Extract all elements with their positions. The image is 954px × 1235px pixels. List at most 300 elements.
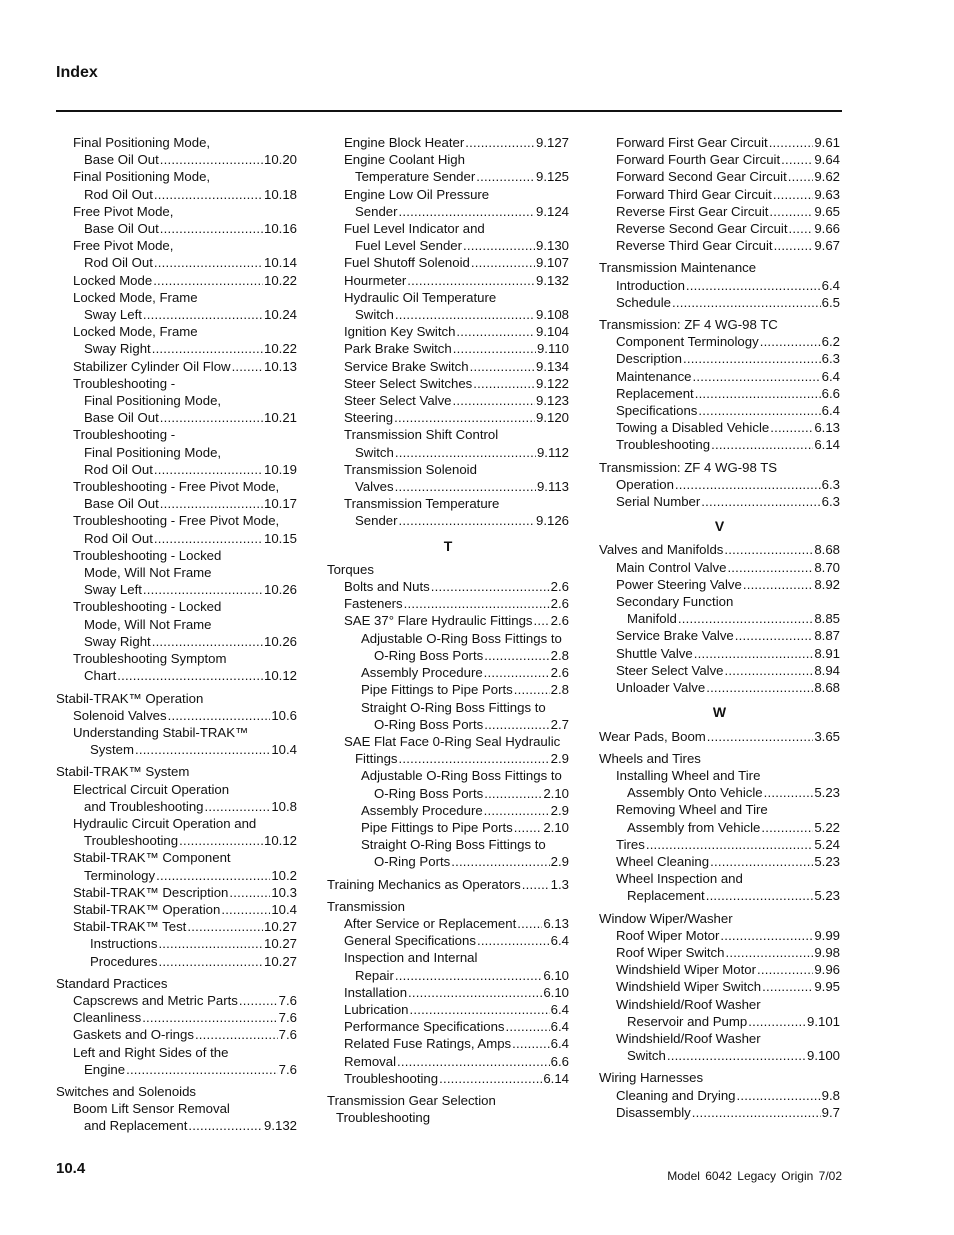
index-entry-label: Transmission: ZF 4 WG-98 TC [599,317,778,333]
index-entry-label: Wheel Inspection and [616,871,743,887]
index-entry-label: O-Ring Boss Ports [374,647,484,663]
index-entry [327,819,569,836]
index-entry-page: 10.16 [263,221,297,237]
index-entry [327,595,569,612]
index-entry-page: 9.120 [535,410,569,426]
index-entry-label: Maintenance [616,368,692,384]
index-entry [327,664,569,681]
index-entry-label: Tires [616,836,645,852]
index-entry-label: SAE Flat Face 0-Ring Seal Hydraulic [344,733,561,749]
index-entry [56,340,297,357]
index-entry-page: 5.23 [814,888,840,904]
dot-leader [408,984,542,1001]
dot-leader [160,409,263,426]
index-entry-label: Schedule [616,294,671,310]
index-entry [56,237,297,254]
dot-leader [762,978,813,995]
dot-leader [399,203,535,220]
index-entry-page: 9.112 [536,444,569,460]
index-entry-label: Transmission Temperature [344,496,500,512]
index-entry [599,259,840,276]
dot-leader [152,633,263,650]
index-entry-page: 6.4 [550,1036,569,1052]
index-entry-page: 2.9 [550,751,569,767]
dot-leader [506,1018,550,1035]
dot-leader [727,559,813,576]
index-entry-label: Rod Oil Out [84,186,153,202]
index-entry [56,220,297,237]
index-entry-label: Performance Specifications [344,1019,505,1035]
index-entry-label: Locked Mode [73,272,153,288]
index-entry-page: 9.99 [814,927,840,943]
index-entry [599,1013,840,1030]
dot-leader [195,1026,278,1043]
index-entry [599,168,840,185]
index-entry-label: Fuel Level Sender [355,238,463,254]
index-entry [56,426,297,443]
index-entry [56,798,297,815]
index-entry-page: 9.130 [535,238,569,254]
index-entry-page: 6.4 [550,1019,569,1035]
index-entry-label: Manifold [627,611,677,627]
index-entry-label: Troubleshooting - Locked [73,599,222,615]
index-entry-label: Operation [616,476,674,492]
index-entry-label: Straight O-Ring Boss Fittings to [361,837,546,853]
dot-leader [706,887,814,904]
index-entry-page: 2.10 [543,819,569,835]
dot-leader [232,358,263,375]
dot-leader [725,662,814,679]
index-entry-label: Base Oil Out [84,496,159,512]
index-entry-label: Stabil-TRAK™ Operation [56,690,204,706]
index-entry-label: Serial Number [616,494,701,510]
index-entry-label: Main Control Valve [616,559,727,575]
index-entry [599,436,840,453]
dot-leader [154,461,263,478]
dot-leader [743,576,813,593]
dot-leader [484,802,550,819]
index-entry [327,949,569,966]
index-entry-page: 9.96 [814,962,840,978]
index-entry [599,294,840,311]
dot-leader [143,306,263,323]
index-entry [599,728,840,745]
index-entry [599,679,840,696]
dot-leader [757,961,813,978]
index-entry [56,690,297,707]
index-entry-label: O-Ring Ports [374,854,451,870]
dot-leader [179,832,263,849]
dot-leader [135,741,270,758]
dot-leader [514,819,543,836]
index-entry-label: Stabil-TRAK™ Test [73,919,187,935]
dot-leader [706,679,813,696]
index-entry-label: Troubleshooting - Free Pivot Mode, [73,513,280,529]
index-entry [327,647,569,664]
index-entry [56,815,297,832]
index-entry-page: 9.98 [814,944,840,960]
dot-leader [142,1009,277,1026]
index-entry-page: 9.126 [535,513,569,529]
dot-leader [158,935,263,952]
index-entry [599,961,840,978]
index-entry [56,1044,297,1061]
index-entry-page: 6.4 [550,1001,569,1017]
index-entry-label: Shuttle Valve [616,645,693,661]
index-entry-label: Fasteners [344,596,403,612]
index-entry-page: 7.6 [278,1027,297,1043]
index-entry-label: Disassembly [616,1104,691,1120]
index-entry [327,876,569,893]
dot-leader [720,927,813,944]
index-entry-page: 9.108 [535,307,569,323]
index-entry [327,767,569,784]
index-entry-page: 10.6 [271,707,297,723]
index-entry-label: Free Pivot Mode, [73,238,174,254]
index-entry [56,707,297,724]
index-entry-label: System [90,742,134,758]
index-entry-label: Installing Wheel and Tire [616,767,761,783]
index-entry-label: Introduction [616,277,685,293]
index-entry-page: 9.124 [535,203,569,219]
index-entry [56,849,297,866]
index-entry [599,459,840,476]
index-entry [56,1061,297,1078]
dot-leader [770,419,813,436]
index-entry [327,272,569,289]
dot-leader [470,358,535,375]
index-entry [56,1083,297,1100]
index-entry-label: Wheel Cleaning [616,853,710,869]
index-entry [599,559,840,576]
index-entry [56,186,297,203]
dot-leader [397,1053,550,1070]
index-entry [56,375,297,392]
index-entry-page: 10.2 [271,867,297,883]
index-entry-label: Service Brake Valve [616,628,734,644]
index-entry-label: Inspection and Internal [344,950,478,966]
index-entry [327,716,569,733]
index-entry [599,1087,840,1104]
index-entry [599,316,840,333]
index-entry-page: 5.24 [814,836,840,852]
index-entry [327,836,569,853]
index-entry [56,134,297,151]
dot-leader [769,203,813,220]
dot-leader [152,340,263,357]
index-entry-page: 7.6 [278,992,297,1008]
index-entry-page: 6.6 [550,1053,569,1069]
index-entry-label: Specifications [616,403,698,419]
index-entry [327,733,569,750]
index-entry [327,1001,569,1018]
index-entry-label: Base Oil Out [84,410,159,426]
index-entry-label: Adjustable O-Ring Boss Fittings to [361,630,562,646]
index-entry [56,444,297,461]
index-entry-page: 10.15 [263,530,297,546]
index-entry-page: 10.14 [263,255,297,271]
index-entry [599,610,840,627]
dot-leader [156,867,270,884]
index-entry-page: 1.3 [550,876,569,892]
dot-leader [395,444,536,461]
index-entry [56,650,297,667]
index-entry-page: 7.6 [278,1010,297,1026]
dot-leader [143,581,263,598]
index-entry [56,409,297,426]
dot-leader [395,967,542,984]
dot-leader [187,918,263,935]
index-entry-label: Troubleshooting [616,437,711,453]
index-entry-page: 2.10 [543,785,569,801]
index-entry-label: Troubleshooting - Locked [73,547,222,563]
index-entry [327,630,569,647]
dot-leader [463,237,535,254]
index-entry-label: Forward Third Gear Circuit [616,186,772,202]
dot-leader [773,186,813,203]
index-entry [327,512,569,529]
index-entry-page: 10.26 [263,582,297,598]
index-entry-page: 6.13 [814,420,840,436]
index-entry [599,593,840,610]
index-entry-page: 10.4 [271,742,297,758]
index-entry-page: 9.64 [814,152,840,168]
dot-leader [456,323,535,340]
dot-leader [698,402,820,419]
index-entry-page: 2.9 [550,802,569,818]
dot-leader [410,1001,550,1018]
index-entry [599,385,840,402]
index-entry-label: Engine Low Oil Pressure [344,186,490,202]
index-entry-label: Transmission Shift Control [344,427,499,443]
index-letter-heading: W [712,704,727,721]
index-entry-label: Switch [627,1048,666,1064]
index-entry [56,323,297,340]
index-entry-label: Valves and Manifolds [599,542,724,558]
index-entry-label: Power Steering Valve [616,576,742,592]
index-entry-label: Troubleshooting [336,1110,431,1126]
index-entry [56,461,297,478]
index-entry-page: 9.8 [821,1087,840,1103]
index-entry-label: Windshield Wiper Switch [616,979,762,995]
index-entry-label: Rod Oil Out [84,461,153,477]
index-entry [599,576,840,593]
index-column-2 [327,134,569,1126]
index-entry [599,541,840,558]
index-entry-label: and Replacement [84,1118,188,1134]
index-entry-label: Wear Pads, Boom [599,728,706,744]
dot-leader [774,237,814,254]
index-entry [327,802,569,819]
index-entry [56,741,297,758]
dot-leader [672,294,821,311]
dot-leader [760,333,821,350]
index-entry-label: Wheels and Tires [599,750,701,766]
index-entry-page: 9.66 [814,221,840,237]
dot-leader [160,220,263,237]
index-entry-page: 9.100 [806,1048,840,1064]
dot-leader [158,953,263,970]
index-entry [56,832,297,849]
index-entry-label: Locked Mode, Frame [73,324,198,340]
index-entry-label: Stabil-TRAK™ Description [73,884,229,900]
dot-leader [476,168,535,185]
index-entry-label: Capscrews and Metric Parts [73,992,238,1008]
index-entry-page: 8.85 [814,611,840,627]
index-entry-label: Hourmeter [344,272,407,288]
index-entry-label: Engine Block Heater [344,135,465,150]
index-entry [327,898,569,915]
index-entry [56,884,297,901]
index-entry-page: 8.91 [814,645,840,661]
index-entry-page: 10.12 [263,668,297,684]
index-entry-page: 10.8 [271,798,297,814]
index-entry-label: Training Mechanics as Operators [327,876,521,892]
index-entry-label: Procedures [90,953,158,969]
index-entry-label: Temperature Sender [355,169,476,185]
index-entry-page: 9.95 [814,979,840,995]
index-entry-label: Assembly Procedure [361,802,483,818]
index-entry-label: Locked Mode, Frame [73,289,198,305]
index-entry [327,1109,569,1126]
index-entry-page: 8.68 [814,680,840,696]
index-entry-page: 2.6 [550,665,569,681]
index-entry [599,151,840,168]
dot-leader [646,836,814,853]
index-entry-label: Switch [355,444,394,460]
index-entry-label: Service Brake Switch [344,358,469,374]
dot-leader [675,476,821,493]
index-entry-label: Troubleshooting - Free Pivot Mode, [73,479,280,495]
index-entry [56,289,297,306]
index-entry-label: Troubleshooting Symptom [73,651,227,667]
index-entry [327,289,569,306]
dot-leader [761,819,813,836]
index-entry [327,1070,569,1087]
index-entry-page: 10.19 [263,461,297,477]
dot-leader [451,853,549,870]
dot-leader [781,151,813,168]
index-entry [327,323,569,340]
index-entry-label: Stabilizer Cylinder Oil Flow [73,358,231,374]
index-entry-label: Rod Oil Out [84,530,153,546]
index-entry-label: Cleaning and Drying [616,1087,736,1103]
dot-leader [407,272,535,289]
index-entry [327,915,569,932]
index-entry [327,1092,569,1109]
index-entry-label: After Service or Replacement [344,915,517,931]
dot-leader [737,1087,821,1104]
dot-leader [395,306,535,323]
index-entry [599,944,840,961]
index-entry [56,1100,297,1117]
dot-leader [517,915,542,932]
index-entry-page: 5.23 [814,785,840,801]
index-entry-label: Towing a Disabled Vehicle [616,420,770,436]
index-entry [56,254,297,271]
index-entry-label: Gaskets and O-rings [73,1027,194,1043]
dot-leader [710,853,813,870]
index-entry-label: Troubleshooting - [73,375,176,391]
dot-leader [473,375,535,392]
dot-leader [154,254,263,271]
index-entry-label: Roof Wiper Motor [616,927,720,943]
dot-leader [117,667,263,684]
index-entry [599,767,840,784]
index-entry-label: Forward First Gear Circuit [616,135,768,150]
index-entry-page: 2.7 [550,716,569,732]
index-entry-page: 2.9 [550,854,569,870]
index-entry-label: Pipe Fittings to Pipe Ports [361,682,513,698]
index-entry [327,561,569,578]
index-entry [327,254,569,271]
index-entry-page: 9.101 [806,1013,840,1029]
index-entry [56,667,297,684]
index-entry-page: 9.67 [814,238,840,254]
index-entry [599,927,840,944]
index-entry-label: Straight O-Ring Boss Fittings to [361,699,546,715]
index-entry [56,935,297,952]
index-entry-page: 6.4 [550,933,569,949]
index-entry [599,1030,840,1047]
index-entry [327,444,569,461]
index-entry-label: Sender [355,203,398,219]
index-entry-page: 5.22 [814,819,840,835]
index-entry [599,801,840,818]
index-entry [327,1018,569,1035]
index-entry-label: Reservoir and Pump [627,1013,748,1029]
index-entry-label: Park Brake Switch [344,341,452,357]
index-entry-label: Transmission Maintenance [599,260,757,276]
index-entry-label: Base Oil Out [84,221,159,237]
dot-leader [154,186,263,203]
dot-leader [769,134,814,151]
index-entry-page: 6.3 [821,476,840,492]
index-entry-page: 6.6 [821,385,840,401]
index-entry-label: Assembly Onto Vehicle [627,785,763,801]
index-entry [327,967,569,984]
index-entry-label: Windshield/Roof Washer [616,996,761,1012]
dot-leader [404,595,550,612]
dot-leader [477,932,550,949]
dot-leader [484,647,549,664]
index-entry [56,1009,297,1026]
index-entry-label: Reverse Third Gear Circuit [616,238,773,254]
dot-leader [399,512,535,529]
dot-leader [748,1013,806,1030]
index-entry [56,168,297,185]
index-entry-label: Boom Lift Sensor Removal [73,1101,230,1117]
index-entry [599,978,840,995]
dot-leader [484,716,549,733]
index-entry [327,375,569,392]
index-entry [56,512,297,529]
index-entry [327,853,569,870]
dot-leader [484,785,542,802]
index-entry-label: Hydraulic Circuit Operation and [73,815,257,831]
index-entry-page: 6.3 [821,494,840,510]
index-entry [599,819,840,836]
index-entry [56,724,297,741]
index-entry-page: 9.125 [535,169,569,185]
index-entry-label: Transmission Gear Selection [327,1092,496,1108]
index-entry [56,1026,297,1043]
index-entry-page: 5.23 [814,853,840,869]
index-entry-label: Stabil-TRAK™ Component [73,850,231,866]
dot-leader [725,944,813,961]
dot-leader [735,627,814,644]
index-entry-label: Description [616,351,682,367]
